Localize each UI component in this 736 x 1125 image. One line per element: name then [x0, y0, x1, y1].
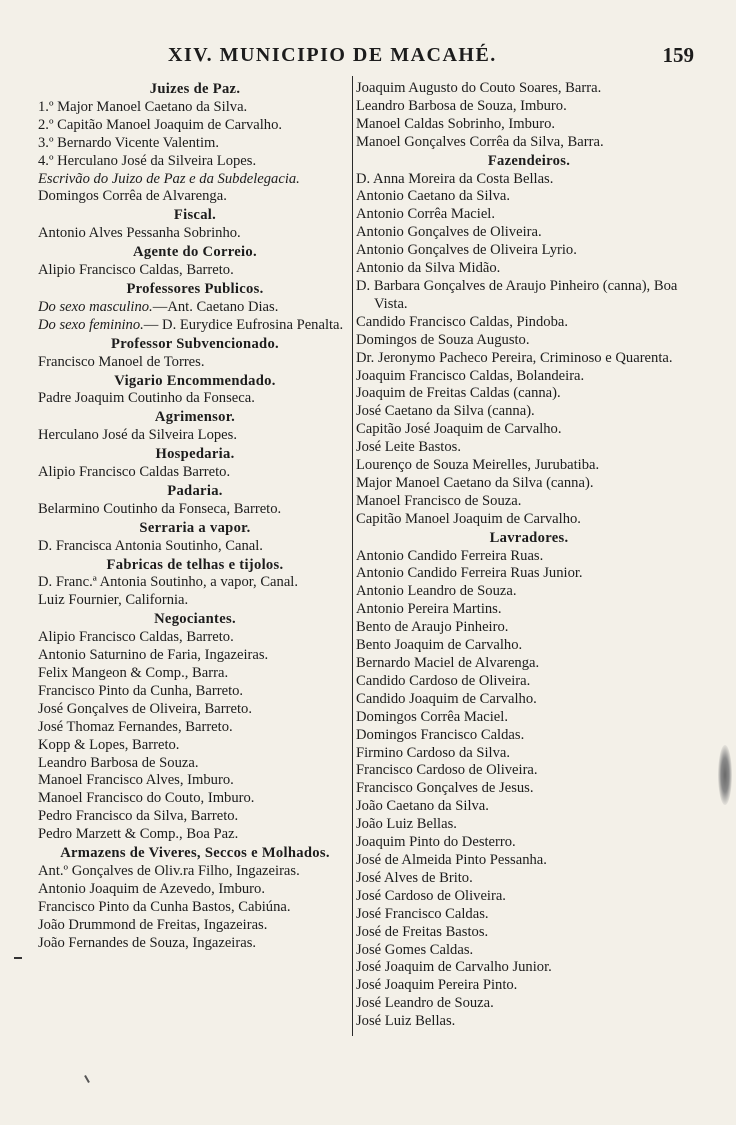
directory-entry: José Francisco Caldas. [356, 905, 489, 922]
directory-entry: 3.º Bernardo Vicente Valentim. [38, 134, 220, 151]
directory-entry [38, 317, 352, 335]
directory-entry: Luiz Fournier, California. [38, 592, 189, 609]
directory-entry: Manoel Francisco do Couto, Imburo. [38, 790, 255, 807]
right-column [356, 80, 702, 1031]
directory-entry: João Fernandes de Souza, Ingazeiras. [38, 934, 257, 951]
directory-entry: Antonio Leandro de Souza. [356, 583, 517, 600]
directory-entry: Francisco Cardoso de Oliveira. [356, 762, 538, 779]
directory-section [38, 373, 352, 409]
directory-entry: Joaquim Francisco Caldas, Bolandeira. [356, 367, 585, 384]
section-heading: Agente do Correio. [133, 244, 257, 261]
entry-label: Do sexo feminino. [38, 316, 144, 333]
directory-entry: João Caetano da Silva. [356, 798, 489, 815]
directory-entry: Leandro Barbosa de Souza, Imburo. [356, 97, 567, 114]
entry-text: — D. Eurydice Eufrosina Penalta. [143, 316, 344, 333]
directory-entry: Antonio Corrêa Maciel. [356, 206, 496, 223]
section-heading: Padaria. [167, 482, 223, 499]
section-heading: Armazens de Viveres, Seccos e Molhados. [60, 845, 330, 862]
directory-entry: Bento de Araujo Pinheiro. [356, 619, 509, 636]
directory-entry: D. Anna Moreira da Costa Bellas. [356, 170, 554, 187]
directory-section [38, 281, 352, 335]
directory-entry: José Caetano da Silva (canna). [356, 403, 535, 420]
section-heading: Fabricas de telhas e tijolos. [106, 556, 284, 573]
directory-entry: José Alves de Brito. [356, 869, 473, 886]
directory-entry: José Gomes Caldas. [356, 941, 474, 958]
directory-entry: Joaquim de Freitas Caldas (canna). [356, 385, 561, 402]
directory-section [38, 520, 352, 556]
section-heading: Professor Subvencionado. [110, 335, 280, 352]
directory-entry: 4.º Herculano José da Silveira Lopes. [38, 152, 257, 169]
directory-entry: Alipio Francisco Caldas, Barreto. [38, 262, 234, 279]
directory-entry: José Leandro de Souza. [356, 995, 494, 1012]
directory-entry: Manoel Francisco de Souza. [356, 492, 522, 509]
section-heading: Professores Publicos. [126, 280, 264, 297]
directory-entry: Francisco Pinto da Cunha Bastos, Cabiúna. [38, 898, 291, 915]
directory-entry: José Luiz Bellas. [356, 1013, 456, 1030]
margin-dash-mark [14, 957, 22, 959]
directory-entry: Alipio Francisco Caldas Barreto. [38, 464, 231, 481]
directory-section [38, 845, 352, 952]
directory-entry: Herculano José da Silveira Lopes. [38, 427, 237, 444]
directory-entry: Antonio Joaquim de Azevedo, Imburo. [38, 880, 265, 897]
directory-entry: Capitão Manoel Joaquim de Carvalho. [356, 510, 581, 527]
directory-entry: Domingos Corrêa Maciel. [356, 708, 508, 725]
directory-section [38, 171, 352, 207]
directory-entry: Domingos Corrêa de Alvarenga. [38, 188, 227, 205]
directory-entry: Belarmino Coutinho da Fonseca, Barreto. [38, 500, 282, 517]
directory-entry: José de Almeida Pinto Pessanha. [356, 851, 547, 868]
directory-entry: José Thomaz Fernandes, Barreto. [38, 718, 233, 735]
directory-entry: Pedro Marzett & Comp., Boa Paz. [38, 826, 239, 843]
column-divider [352, 76, 353, 1036]
page-title: XIV. MUNICIPIO DE MACAHÉ. [168, 44, 497, 66]
directory-entry: Antonio Candido Ferreira Ruas. [356, 547, 544, 564]
section-heading: Negociantes. [154, 611, 236, 628]
section-heading: Agrimensor. [154, 409, 236, 426]
directory-entry: Francisco Pinto da Cunha, Barreto. [38, 682, 244, 699]
directory-entry: Antonio Alves Pessanha Sobrinho. [38, 225, 241, 242]
directory-entry: José Joaquim de Carvalho Junior. [356, 959, 552, 976]
directory-entry: D. Franc.ª Antonia Soutinho, a vapor, Canal. [38, 574, 299, 591]
directory-entry: Padre Joaquim Coutinho da Fonseca. [38, 390, 255, 407]
directory-section [38, 81, 352, 171]
directory-entry: Joaquim Pinto do Desterro. [356, 834, 516, 851]
directory-entry: Antonio Pereira Martins. [356, 601, 502, 618]
directory-entry: Candido Joaquim de Carvalho. [356, 690, 537, 707]
directory-section [38, 244, 352, 280]
section-heading: Juizes de Paz. [149, 81, 241, 97]
directory-entry: Antonio da Silva Midão. [356, 260, 501, 277]
directory-entry: D. Barbara Gonçalves de Araujo Pinheiro (canna), Boa Vista. [356, 277, 678, 312]
directory-section [356, 80, 702, 152]
directory-section [38, 336, 352, 372]
section-subheading: Escrivão do Juizo de Paz e da Subdelegacia. [38, 170, 300, 187]
paper-stain [718, 745, 732, 805]
paper-speck [84, 1075, 90, 1083]
section-heading: Serraria a vapor. [139, 519, 251, 536]
directory-entry: Bento Joaquim de Carvalho. [356, 637, 523, 654]
directory-entry: Capitão José Joaquim de Carvalho. [356, 421, 562, 438]
directory-entry: Antonio Candido Ferreira Ruas Junior. [356, 565, 583, 582]
directory-entry: Francisco Gonçalves de Jesus. [356, 780, 534, 797]
section-heading: Fiscal. [173, 207, 217, 224]
directory-entry: 2.º Capitão Manoel Joaquim de Carvalho. [38, 116, 283, 133]
directory-section [38, 446, 352, 482]
directory-entry: Candido Francisco Caldas, Pindoba. [356, 313, 568, 330]
entry-label: Do sexo masculino. [38, 298, 153, 315]
directory-entry: Domingos Francisco Caldas. [356, 726, 525, 743]
directory-entry: José Leite Bastos. [356, 439, 461, 456]
directory-entry: 1.º Major Manoel Caetano da Silva. [38, 98, 248, 115]
section-heading: Hospedaria. [155, 446, 235, 463]
directory-entry: Joaquim Augusto do Couto Soares, Barra. [356, 80, 602, 96]
directory-entry: Domingos de Souza Augusto. [356, 331, 530, 348]
directory-entry: Antonio Gonçalves de Oliveira. [356, 224, 542, 241]
directory-entry: Leandro Barbosa de Souza. [38, 754, 199, 771]
directory-entry: Felix Mangeon & Comp., Barra. [38, 665, 229, 681]
left-column [38, 80, 352, 953]
directory-entry: Dr. Jeronymo Pacheco Pereira, Criminoso e Quarenta. [356, 349, 673, 366]
directory-entry: Manoel Caldas Sobrinho, Imburo. [356, 115, 556, 132]
section-heading: Vigario Encommendado. [114, 372, 276, 389]
directory-entry: José Gonçalves de Oliveira, Barreto. [38, 700, 252, 717]
section-heading: Lavradores. [489, 529, 569, 546]
page-number: 159 [662, 43, 694, 67]
directory-entry: Francisco Manoel de Torres. [38, 353, 205, 370]
directory-entry: Antonio Caetano da Silva. [356, 188, 511, 205]
directory-entry: João Luiz Bellas. [356, 816, 457, 833]
directory-section [38, 409, 352, 445]
directory-entry: Kopp & Lopes, Barreto. [38, 736, 180, 753]
directory-section [38, 207, 352, 243]
directory-entry: José de Freitas Bastos. [356, 923, 489, 940]
directory-section [38, 557, 352, 611]
entry-text: —Ant. Caetano Dias. [152, 298, 279, 315]
directory-section [38, 611, 352, 844]
directory-section [356, 530, 702, 1031]
directory-entry: João Drummond de Freitas, Ingazeiras. [38, 916, 268, 933]
directory-entry: Lourenço de Souza Meirelles, Jurubatiba. [356, 457, 600, 474]
section-heading: Fazendeiros. [487, 152, 571, 169]
directory-section [38, 483, 352, 519]
directory-entry: Manoel Francisco Alves, Imburo. [38, 772, 234, 789]
directory-section [356, 153, 702, 529]
directory-entry: Manoel Gonçalves Corrêa da Silva, Barra. [356, 133, 604, 150]
directory-entry: José Joaquim Pereira Pinto. [356, 977, 518, 994]
directory-entry [38, 299, 352, 317]
directory-entry: Major Manoel Caetano da Silva (canna). [356, 474, 594, 491]
directory-entry: Pedro Francisco da Silva, Barreto. [38, 808, 239, 825]
directory-entry: D. Francisca Antonia Soutinho, Canal. [38, 537, 263, 554]
directory-entry: Firmino Cardoso da Silva. [356, 744, 511, 761]
directory-entry: Ant.º Gonçalves de Oliv.ra Filho, Ingazeiras. [38, 862, 300, 879]
directory-entry: Antonio Saturnino de Faria, Ingazeiras. [38, 647, 269, 664]
directory-entry: Bernardo Maciel de Alvarenga. [356, 655, 540, 671]
directory-entry: Alipio Francisco Caldas, Barreto. [38, 629, 234, 646]
directory-entry: Candido Cardoso de Oliveira. [356, 672, 531, 689]
directory-entry: José Cardoso de Oliveira. [356, 887, 506, 904]
page-header [0, 44, 736, 74]
directory-entry: Antonio Gonçalves de Oliveira Lyrio. [356, 242, 577, 259]
